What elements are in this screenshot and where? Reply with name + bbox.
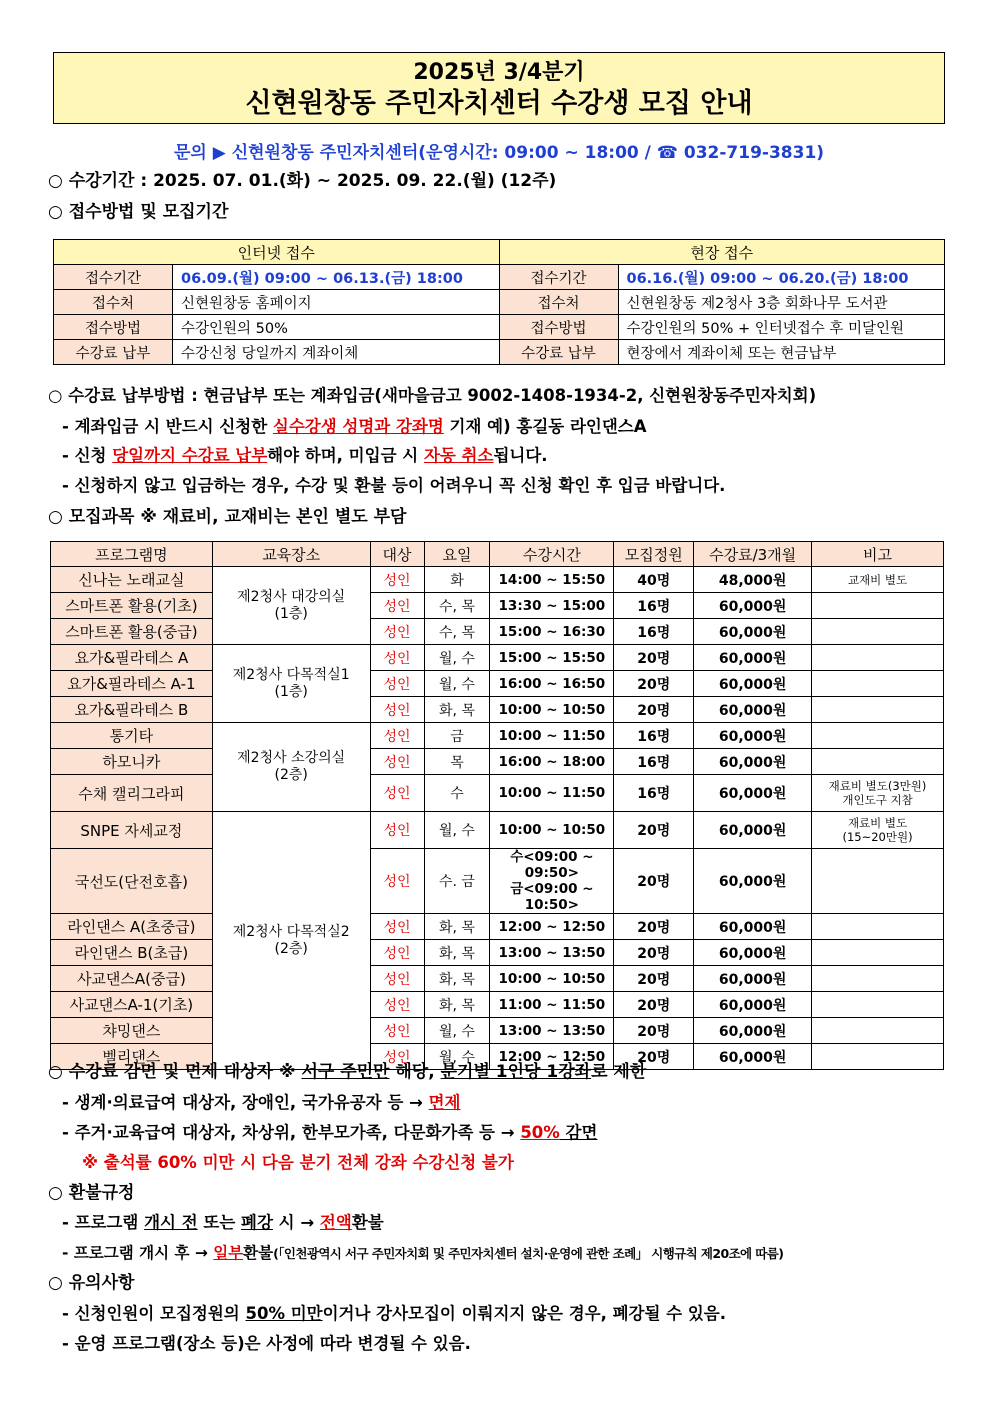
attendance-note: ※ 출석률 60% 미만 시 다음 분기 전체 강좌 수강신청 불가 xyxy=(82,1153,514,1172)
fee: 60,000원 xyxy=(694,966,812,992)
capacity: 16명 xyxy=(614,723,694,749)
highlight: 서구 주민만 xyxy=(301,1062,390,1082)
fee: 60,000원 xyxy=(694,914,812,940)
header-target: 대상 xyxy=(370,542,424,567)
value: 수강인원의 50% + 인터넷접수 후 미달인원 xyxy=(618,315,945,340)
day: 화, 목 xyxy=(424,966,490,992)
label: 접수방법 xyxy=(499,315,618,340)
fee: 60,000원 xyxy=(694,723,812,749)
note-text-2: (15~20만원) xyxy=(842,830,913,844)
header-day: 요일 xyxy=(424,542,490,567)
highlight: 당일까지 수강료 납부 xyxy=(112,446,268,465)
time-text: 15:00 ~ 15:50 xyxy=(498,649,606,666)
target: 성인 xyxy=(370,1044,424,1070)
target: 성인 xyxy=(370,775,424,812)
text: 해당, xyxy=(389,1062,441,1082)
header-capacity: 모집정원 xyxy=(614,542,694,567)
day: 월, 수 xyxy=(424,671,490,697)
time-text: 10:00 ~ 11:50 xyxy=(498,785,606,801)
day: 월, 수 xyxy=(424,1018,490,1044)
course-period: ○ 수강기간 : 2025. 07. 01.(화) ~ 2025. 09. 22.(월) (12주) xyxy=(48,171,557,191)
note xyxy=(812,619,944,645)
program-rows xyxy=(51,567,944,1070)
place-name: 제2청사 다목적실2 xyxy=(232,923,350,940)
header-name: 프로그램명 xyxy=(51,542,213,567)
program-name: 하모니카 xyxy=(51,749,213,775)
day: 화, 목 xyxy=(424,940,490,966)
title-quarter: 2025년 3/4분기 xyxy=(413,60,585,85)
value: 신현원창동 제2청사 3층 회화나무 도서관 xyxy=(618,290,945,315)
note-text-2: 개인도구 지참 xyxy=(842,793,913,807)
program-name: 라인댄스 A(초중급) xyxy=(51,914,213,940)
time-text: 10:00 ~ 11:50 xyxy=(498,727,606,744)
program-name: 스마트폰 활용(기초) xyxy=(51,593,213,619)
place-name: 제2청사 소강의실 xyxy=(237,750,346,766)
page-title: 신현원창동 주민자치센터 수강생 모집 안내 xyxy=(245,88,753,119)
time xyxy=(490,812,614,849)
day: 수 xyxy=(424,775,490,812)
fee: 60,000원 xyxy=(694,992,812,1018)
fee-title: ○ 수강료 납부방법 : 현금납부 또는 계좌입금(새마을금고 9002-1408-1934-2, 신현원창동주민자치회) xyxy=(48,386,817,405)
capacity: 20명 xyxy=(614,1044,694,1070)
time-text: 11:00 ~ 11:50 xyxy=(498,996,606,1013)
time-text: 13:00 ~ 13:50 xyxy=(498,1022,606,1039)
time-text: 12:00 ~ 12:50 xyxy=(498,1048,606,1065)
text: 로 제한 xyxy=(591,1062,647,1082)
highlight: 50% 미만 xyxy=(245,1304,323,1323)
refund-line-1 xyxy=(62,1212,384,1234)
note xyxy=(812,812,944,849)
fee: 60,000원 xyxy=(694,697,812,723)
time xyxy=(490,749,614,775)
program-name: 요가&필라테스 B xyxy=(51,697,213,723)
program-name: 사교댄스A(중급) xyxy=(51,966,213,992)
text: 이거나 강사모집이 이뤄지지 않은 경우, 폐강될 수 있음. xyxy=(322,1304,727,1323)
header-time: 수강시간 xyxy=(490,542,614,567)
day: 월, 수 xyxy=(424,645,490,671)
header-fee: 수강료/3개월 xyxy=(694,542,812,567)
caution-line-1 xyxy=(62,1303,726,1325)
text: 감면 xyxy=(559,1123,598,1142)
program-table xyxy=(50,541,944,1070)
target: 성인 xyxy=(370,619,424,645)
time xyxy=(490,671,614,697)
day: 수, 목 xyxy=(424,619,490,645)
target: 성인 xyxy=(370,593,424,619)
time xyxy=(490,966,614,992)
program-name: 통기타 xyxy=(51,723,213,749)
place-floor: (2층) xyxy=(274,767,308,783)
note-text: 재료비 별도(3만원) xyxy=(828,779,927,793)
capacity: 20명 xyxy=(614,914,694,940)
highlight: 분기별 1인당 1강좌 xyxy=(440,1062,592,1082)
registration-table xyxy=(53,239,945,365)
text: - 신청인원이 모집정원의 xyxy=(62,1304,246,1323)
capacity: 20명 xyxy=(614,812,694,849)
table-row xyxy=(51,749,944,775)
method-title: ○ 접수방법 및 모집기간 xyxy=(48,202,229,222)
program-name: 라인댄스 B(초급) xyxy=(51,940,213,966)
target: 성인 xyxy=(370,1018,424,1044)
refund-line-2 xyxy=(62,1242,783,1265)
highlight: 자동 취소 xyxy=(423,446,494,465)
target: 성인 xyxy=(370,812,424,849)
target: 성인 xyxy=(370,992,424,1018)
target: 성인 xyxy=(370,966,424,992)
day: 월, 수 xyxy=(424,1044,490,1070)
fee: 60,000원 xyxy=(694,849,812,914)
program-name: 요가&필라테스 A xyxy=(51,645,213,671)
day: 화, 목 xyxy=(424,697,490,723)
note xyxy=(812,775,944,812)
place-floor: (1층) xyxy=(274,683,308,700)
text: - 프로그램 개시 후 → xyxy=(62,1244,214,1262)
value: 06.16.(월) 09:00 ~ 06.20.(금) 18:00 xyxy=(618,265,945,290)
fee: 48,000원 xyxy=(694,567,812,593)
text: - 프로그램 xyxy=(62,1213,145,1232)
discount-line-2 xyxy=(62,1122,597,1144)
text: 환불 xyxy=(351,1213,384,1232)
capacity: 20명 xyxy=(614,671,694,697)
time-text: 14:00 ~ 15:50 xyxy=(498,571,606,588)
place-name: 제2청사 대강의실 xyxy=(237,588,346,605)
program-name: 국선도(단전호흡) xyxy=(51,849,213,914)
text: 해야 하며, 미입금 시 xyxy=(267,446,424,465)
discount-title xyxy=(48,1061,646,1083)
note xyxy=(812,697,944,723)
fee: 60,000원 xyxy=(694,749,812,775)
fee-line-2 xyxy=(62,445,548,467)
day: 수, 목 xyxy=(424,593,490,619)
note xyxy=(812,849,944,914)
time-text: 수<09:00 ~ 09:50> xyxy=(510,849,594,881)
day: 월, 수 xyxy=(424,812,490,849)
program-name: 챠밍댄스 xyxy=(51,1018,213,1044)
label: 수강료 납부 xyxy=(54,340,173,365)
place-name: 제2청사 다목적실1 xyxy=(232,666,350,683)
program-name: SNPE 자세교정 xyxy=(51,812,213,849)
day: 화, 목 xyxy=(424,992,490,1018)
contact-info: 문의 ▶ 신현원창동 주민자치센터(운영시간: 09:00 ~ 18:00 / ☎ 032-719-3831) xyxy=(173,143,825,163)
note xyxy=(812,567,944,593)
capacity: 20명 xyxy=(614,1018,694,1044)
capacity: 16명 xyxy=(614,619,694,645)
table-row xyxy=(51,775,944,812)
discount-line-1 xyxy=(62,1092,460,1114)
fee: 60,000원 xyxy=(694,645,812,671)
text: - 계좌입금 시 반드시 신청한 xyxy=(62,417,273,436)
header-note: 비고 xyxy=(812,542,944,567)
time xyxy=(490,775,614,812)
table-row xyxy=(51,1018,944,1044)
day: 화 xyxy=(424,567,490,593)
label: 접수기간 xyxy=(54,265,173,290)
place-cell xyxy=(212,812,370,1070)
capacity: 16명 xyxy=(614,593,694,619)
day: 수. 금 xyxy=(424,849,490,914)
fee: 60,000원 xyxy=(694,619,812,645)
text: - 생계·의료급여 대상자, 장애인, 국가유공자 등 → xyxy=(62,1093,429,1112)
capacity: 20명 xyxy=(614,697,694,723)
table-row xyxy=(54,265,945,290)
value: 수강신청 당일까지 계좌이체 xyxy=(173,340,500,365)
note xyxy=(812,1044,944,1070)
table-row xyxy=(51,992,944,1018)
note xyxy=(812,940,944,966)
program-name: 사교댄스A-1(기초) xyxy=(51,992,213,1018)
capacity: 20명 xyxy=(614,966,694,992)
highlight: 폐강 xyxy=(241,1213,273,1232)
header-place: 교육장소 xyxy=(212,542,370,567)
note xyxy=(812,1018,944,1044)
table-row xyxy=(51,723,944,749)
courses-title: ○ 모집과목 ※ 재료비, 교재비는 본인 별도 부담 xyxy=(48,507,407,527)
table-row xyxy=(54,290,945,315)
target: 성인 xyxy=(370,697,424,723)
highlight: 50% xyxy=(520,1123,560,1142)
time xyxy=(490,914,614,940)
time-text-2: 금<09:00 ~ 10:50> xyxy=(510,881,594,913)
table-row xyxy=(51,593,944,619)
label: 접수처 xyxy=(499,290,618,315)
target: 성인 xyxy=(370,849,424,914)
time-text: 10:00 ~ 10:50 xyxy=(498,822,606,838)
target: 성인 xyxy=(370,567,424,593)
time-text: 10:00 ~ 10:50 xyxy=(498,701,606,718)
time xyxy=(490,1018,614,1044)
fee: 60,000원 xyxy=(694,671,812,697)
fee: 60,000원 xyxy=(694,775,812,812)
refund-title: ○ 환불규정 xyxy=(48,1183,135,1203)
table-row xyxy=(54,315,945,340)
table-row xyxy=(51,645,944,671)
target: 성인 xyxy=(370,723,424,749)
ordinance-ref: (「인천광역시 서구 주민자치회 및 주민자치센터 설치·운영에 관한 조례」 시행규칙 제20조에 따름) xyxy=(273,1246,784,1261)
fee: 60,000원 xyxy=(694,593,812,619)
time xyxy=(490,940,614,966)
capacity: 16명 xyxy=(614,775,694,812)
title-box xyxy=(53,52,945,124)
capacity: 20명 xyxy=(614,645,694,671)
time-text: 16:00 ~ 18:00 xyxy=(498,753,606,770)
text: - 신청 xyxy=(62,446,113,465)
value: 현장에서 계좌이체 또는 현금납부 xyxy=(618,340,945,365)
table-row xyxy=(51,567,944,593)
capacity: 40명 xyxy=(614,567,694,593)
table-row xyxy=(51,812,944,849)
place-floor: (2층) xyxy=(274,940,308,957)
table-row xyxy=(51,914,944,940)
note-text: 교재비 별도 xyxy=(847,572,908,587)
highlight: 면제 xyxy=(428,1093,461,1112)
note xyxy=(812,671,944,697)
text: ○ 수강료 감면 및 면제 대상자 ※ xyxy=(48,1062,302,1082)
table-row xyxy=(51,671,944,697)
day: 목 xyxy=(424,749,490,775)
time xyxy=(490,697,614,723)
note-text: 재료비 별도 xyxy=(847,816,908,830)
highlight: 일부 xyxy=(213,1244,244,1262)
onsite-header: 현장 접수 xyxy=(499,240,945,265)
time xyxy=(490,567,614,593)
program-name: 요가&필라테스 A-1 xyxy=(51,671,213,697)
day: 금 xyxy=(424,723,490,749)
time-text: 13:00 ~ 13:50 xyxy=(498,944,606,961)
highlight: 전액 xyxy=(319,1213,352,1232)
fee-line-1 xyxy=(62,416,646,438)
fee: 60,000원 xyxy=(694,1044,812,1070)
time xyxy=(490,992,614,1018)
fee-line-3: - 신청하지 않고 입금하는 경우, 수강 및 환불 등이 어려우니 꼭 신청 확인 후 입금 바랍니다. xyxy=(62,476,726,495)
program-name: 벨리댄스 xyxy=(51,1044,213,1070)
note xyxy=(812,723,944,749)
time-text: 13:30 ~ 15:00 xyxy=(498,597,606,614)
time-text: 15:00 ~ 16:30 xyxy=(498,623,606,640)
note xyxy=(812,914,944,940)
target: 성인 xyxy=(370,914,424,940)
table-row xyxy=(51,966,944,992)
time xyxy=(490,723,614,749)
note xyxy=(812,966,944,992)
fee: 60,000원 xyxy=(694,940,812,966)
table-row xyxy=(51,619,944,645)
capacity: 20명 xyxy=(614,940,694,966)
program-name: 스마트폰 활용(중급) xyxy=(51,619,213,645)
text: 환불 xyxy=(243,1244,274,1262)
value: 신현원창동 홈페이지 xyxy=(173,290,500,315)
table-row xyxy=(51,940,944,966)
time xyxy=(490,645,614,671)
time xyxy=(490,849,614,914)
time-text: 16:00 ~ 16:50 xyxy=(498,675,606,692)
label: 접수방법 xyxy=(54,315,173,340)
place-cell xyxy=(212,567,370,645)
day: 화, 목 xyxy=(424,914,490,940)
capacity: 20명 xyxy=(614,992,694,1018)
text: 시 → xyxy=(272,1213,320,1232)
program-name: 신나는 노래교실 xyxy=(51,567,213,593)
note xyxy=(812,645,944,671)
program-name: 수채 캘리그라피 xyxy=(51,775,213,812)
online-header: 인터넷 접수 xyxy=(54,240,500,265)
label: 접수처 xyxy=(54,290,173,315)
highlight: 실수강생 성명과 강좌명 xyxy=(272,417,444,436)
target: 성인 xyxy=(370,749,424,775)
place-cell xyxy=(212,723,370,812)
table-row xyxy=(51,849,944,914)
note xyxy=(812,992,944,1018)
label: 수강료 납부 xyxy=(499,340,618,365)
highlight: 개시 전 xyxy=(144,1213,198,1232)
table-row xyxy=(54,340,945,365)
place-cell xyxy=(212,645,370,723)
capacity: 16명 xyxy=(614,749,694,775)
caution-line-2: - 운영 프로그램(장소 등)은 사정에 따라 변경될 수 있음. xyxy=(62,1334,471,1353)
fee: 60,000원 xyxy=(694,812,812,849)
time xyxy=(490,593,614,619)
text: - 주거·교육급여 대상자, 차상위, 한부모가족, 다문화가족 등 → xyxy=(62,1123,521,1142)
value: 06.09.(월) 09:00 ~ 06.13.(금) 18:00 xyxy=(173,265,500,290)
fee: 60,000원 xyxy=(694,1018,812,1044)
value: 수강인원의 50% xyxy=(173,315,500,340)
note xyxy=(812,749,944,775)
note xyxy=(812,593,944,619)
table-row xyxy=(51,697,944,723)
target: 성인 xyxy=(370,940,424,966)
time-text: 12:00 ~ 12:50 xyxy=(498,918,606,935)
caution-title: ○ 유의사항 xyxy=(48,1273,135,1293)
text: 기재 예) 홍길동 라인댄스A xyxy=(443,417,647,436)
text: 또는 xyxy=(197,1213,242,1232)
target: 성인 xyxy=(370,671,424,697)
capacity: 20명 xyxy=(614,849,694,914)
target: 성인 xyxy=(370,645,424,671)
text: 됩니다. xyxy=(493,446,548,465)
time xyxy=(490,619,614,645)
time-text: 10:00 ~ 10:50 xyxy=(498,970,606,987)
label: 접수기간 xyxy=(499,265,618,290)
place-floor: (1층) xyxy=(274,605,308,622)
